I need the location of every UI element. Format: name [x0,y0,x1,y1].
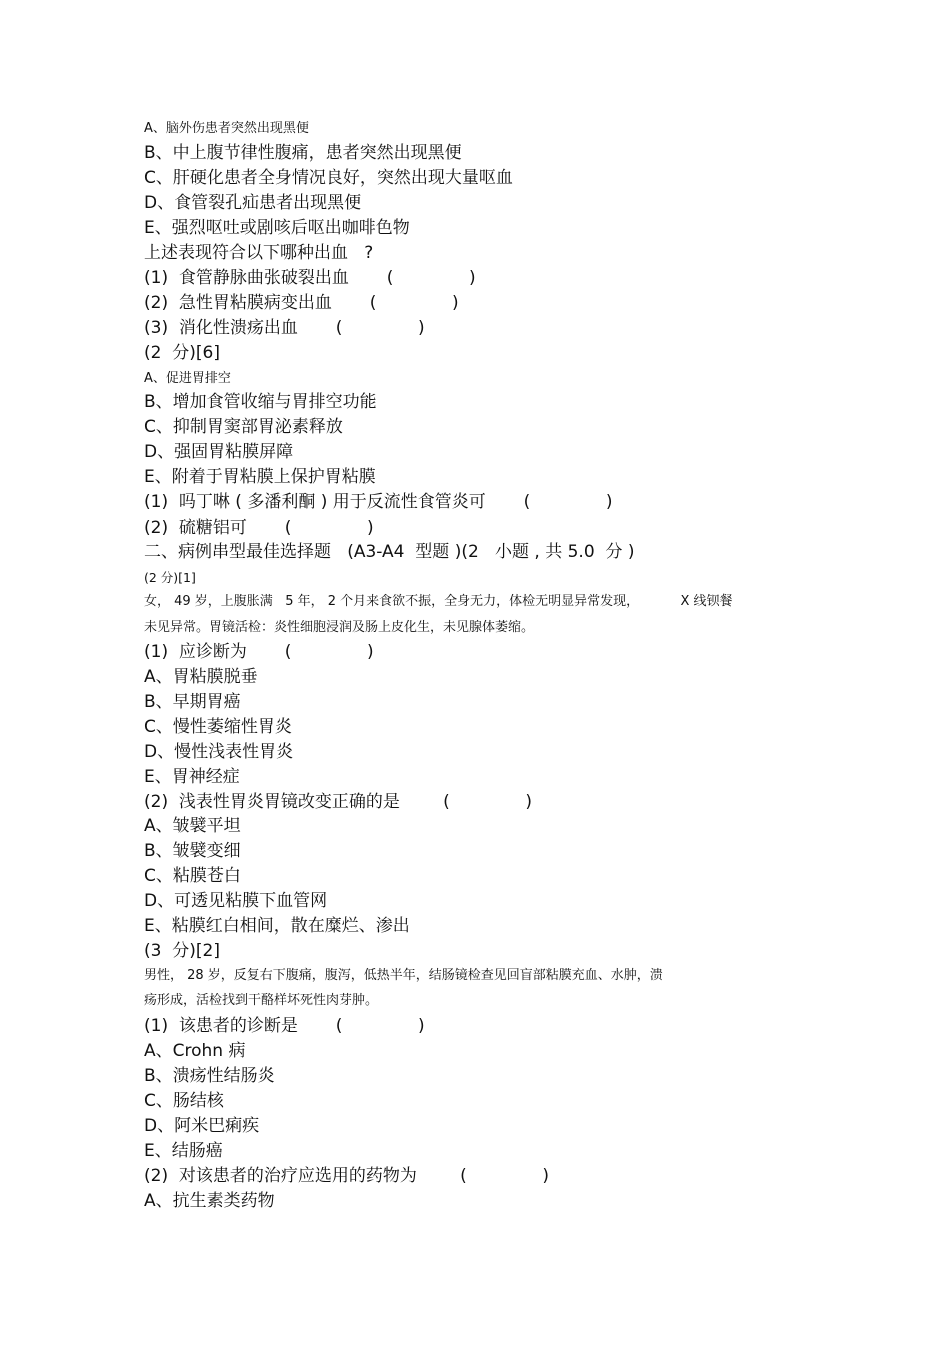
case-text: 女， 49 岁，上腹胀满 5 年， 2 个月来食欲不振，全身无力，体检无明显异常发现， X 线钡餐 [144,594,733,609]
option-line: E、强烈呕吐或剧咳后呕出咖啡色物 [144,218,410,238]
option-line: D、食管裂孔疝患者出现黑便 [144,193,362,213]
option-line: C、粘膜苍白 [144,866,241,886]
option-line: C、肝硬化患者全身情况良好，突然出现大量呕血 [144,168,513,188]
option-line: A、皱襞平坦 [144,816,241,836]
option-line: C、抑制胃窦部胃泌素释放 [144,417,343,437]
option-line: E、结肠癌 [144,1141,223,1161]
sub-question: (1) 食管静脉曲张破裂出血 ( ) [144,268,476,288]
case-text: 未见异常。胃镜活检：炎性细胞浸润及肠上皮化生，未见腺体萎缩。 [144,620,535,635]
sub-question: (2) 急性胃粘膜病变出血 ( ) [144,293,459,313]
option-line: B、皱襞变细 [144,841,241,861]
sub-question: (2) 硫糖铝可 ( ) [144,518,374,538]
option-line: A、胃粘膜脱垂 [144,667,258,687]
score-label: (2 分)[1] [144,570,196,585]
case-text: 疡形成，活检找到干酪样坏死性肉芽肿。 [144,993,379,1008]
option-line: E、胃神经症 [144,767,240,787]
option-line: B、溃疡性结肠炎 [144,1066,275,1086]
sub-question: (3) 消化性溃疡出血 ( ) [144,318,425,338]
option-line: B、早期胃癌 [144,692,241,712]
option-line: C、肠结核 [144,1091,224,1111]
option-line: D、可透见粘膜下血管网 [144,891,328,911]
option-line: B、增加食管收缩与胃排空功能 [144,392,377,412]
sub-question: (2) 浅表性胃炎胃镜改变正确的是 ( ) [144,792,533,812]
option-line: B、中上腹节律性腹痛，患者突然出现黑便 [144,143,462,163]
option-line: E、粘膜红白相间，散在糜烂、渗出 [144,916,410,936]
sub-question: (1) 应诊断为 ( ) [144,642,374,662]
option-line: D、强固胃粘膜屏障 [144,442,294,462]
score-label: (3 分)[2] [144,941,220,961]
case-text: 男性， 28 岁，反复右下腹痛，腹泻，低热半年，结肠镜检查见回盲部粘膜充血、水肿，溃 [144,968,663,983]
option-line: A、脑外伤患者突然出现黑便 [144,121,309,136]
option-line: A、抗生素类药物 [144,1191,275,1211]
option-line: D、阿米巴痢疾 [144,1116,260,1136]
option-line: E、附着于胃粘膜上保护胃粘膜 [144,467,376,487]
option-line: C、慢性萎缩性胃炎 [144,717,292,737]
score-label: (2 分)[6] [144,343,220,363]
option-line: A、Crohn 病 [144,1041,246,1061]
sub-question: (1) 吗丁啉 ( 多潘利酮 ) 用于反流性食管炎可 ( ) [144,492,613,512]
option-line: D、慢性浅表性胃炎 [144,742,294,762]
sub-question: (2) 对该患者的治疗应选用的药物为 ( ) [144,1166,550,1186]
option-line: A、促进胃排空 [144,371,231,386]
section-heading: 二、病例串型最佳选择题 (A3-A4 型题 )(2 小题 , 共 5.0 分 ) [144,542,635,562]
sub-question: (1) 该患者的诊断是 ( ) [144,1016,425,1036]
question-stem: 上述表现符合以下哪种出血 ? [144,243,374,263]
